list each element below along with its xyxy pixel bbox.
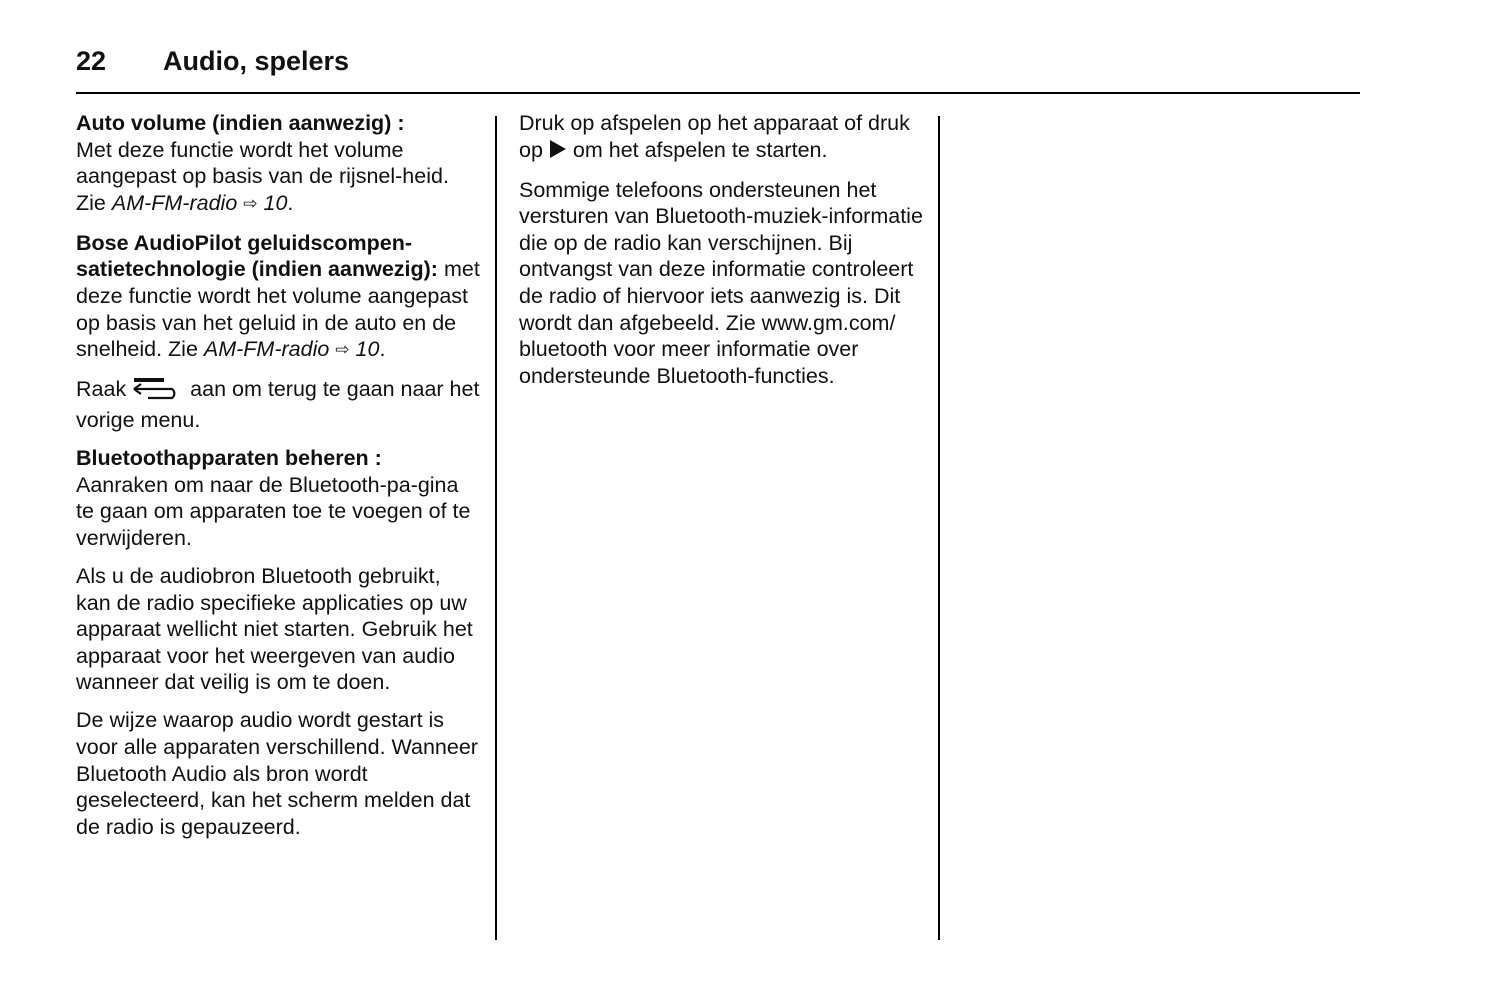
play-text-before: Druk op afspelen op het apparaat of druk op: [519, 111, 910, 162]
audiopilot-paragraph: [76, 230, 481, 365]
play-paragraph: [519, 110, 924, 165]
audiopilot-end: .: [379, 337, 386, 362]
column-divider-left: [495, 116, 497, 940]
audiopilot-term: Bose AudioPilot geluidscompen-satietechnologie (indien aanwezig):: [76, 230, 438, 282]
page-title: Audio, spelers: [163, 46, 350, 76]
column-divider-right: [938, 116, 940, 940]
phone-info-paragraph: Sommige telefoons ondersteunen het versturen van Bluetooth-muziek-informatie die op de radio kan verschijnen. Bij ontvangst van deze informatie controleert de radio of hiervoor iets aanwezig is. Dit wordt dan afgebeeld. Zie www.gm.com/ bluetooth voor meer informatie over ondersteunde Bluetooth-functies.: [519, 177, 923, 388]
audiopilot-text: met deze functie wordt het volume aangepast op basis van het geluid in de auto en de snelheid. Zie: [76, 257, 480, 362]
bluetooth-manage-paragraph: [76, 445, 481, 551]
auto-volume-text: Met deze functie wordt het volume aangepast op basis van de rijsnel-heid. Zie: [76, 137, 449, 215]
auto-volume-ref: AM-FM-radio: [111, 190, 238, 215]
auto-volume-paragraph: [76, 110, 481, 218]
back-text-before: Raak: [76, 377, 127, 402]
reference-arrow-icon: ⇨: [243, 193, 258, 213]
right-column: [519, 110, 924, 401]
auto-volume-end: .: [287, 190, 294, 215]
page-number: 22: [76, 46, 107, 76]
page-header: [76, 44, 1360, 94]
play-text-after: om het afspelen te starten.: [572, 137, 828, 162]
back-paragraph: [76, 376, 481, 433]
left-column: [76, 110, 481, 852]
reference-arrow-icon: ⇨: [335, 340, 350, 360]
bluetooth-manage-text: Aanraken om naar de Bluetooth-pa-gina te gaan om apparaten toe te voegen of te verwijderen.: [76, 472, 471, 550]
start-audio-paragraph: De wijze waarop audio wordt gestart is voor alle apparaten verschillend. Wanneer Bluetooth Audio als bron wordt geselecteerd, kan het scherm melden dat de radio is gepauzeerd.: [76, 708, 478, 839]
audiopilot-ref: AM-FM-radio: [203, 337, 330, 362]
audiopilot-page: 10: [355, 337, 380, 362]
back-arrow-icon: [132, 376, 184, 407]
auto-volume-page: 10: [263, 190, 288, 215]
bluetooth-manage-term: Bluetoothapparaten beheren :: [76, 446, 382, 471]
play-icon: [549, 139, 567, 166]
back-text-after: aan om terug te gaan naar het vorige menu.: [76, 377, 480, 432]
audiosource-paragraph: Als u de audiobron Bluetooth gebruikt, kan de radio specifieke applicaties op uw apparaat wellicht niet starten. Gebruik het apparaat voor het weergeven van audio wanneer dat veilig is om te doen.: [76, 563, 473, 695]
auto-volume-term: Auto volume (indien aanwezig) :: [76, 111, 405, 135]
